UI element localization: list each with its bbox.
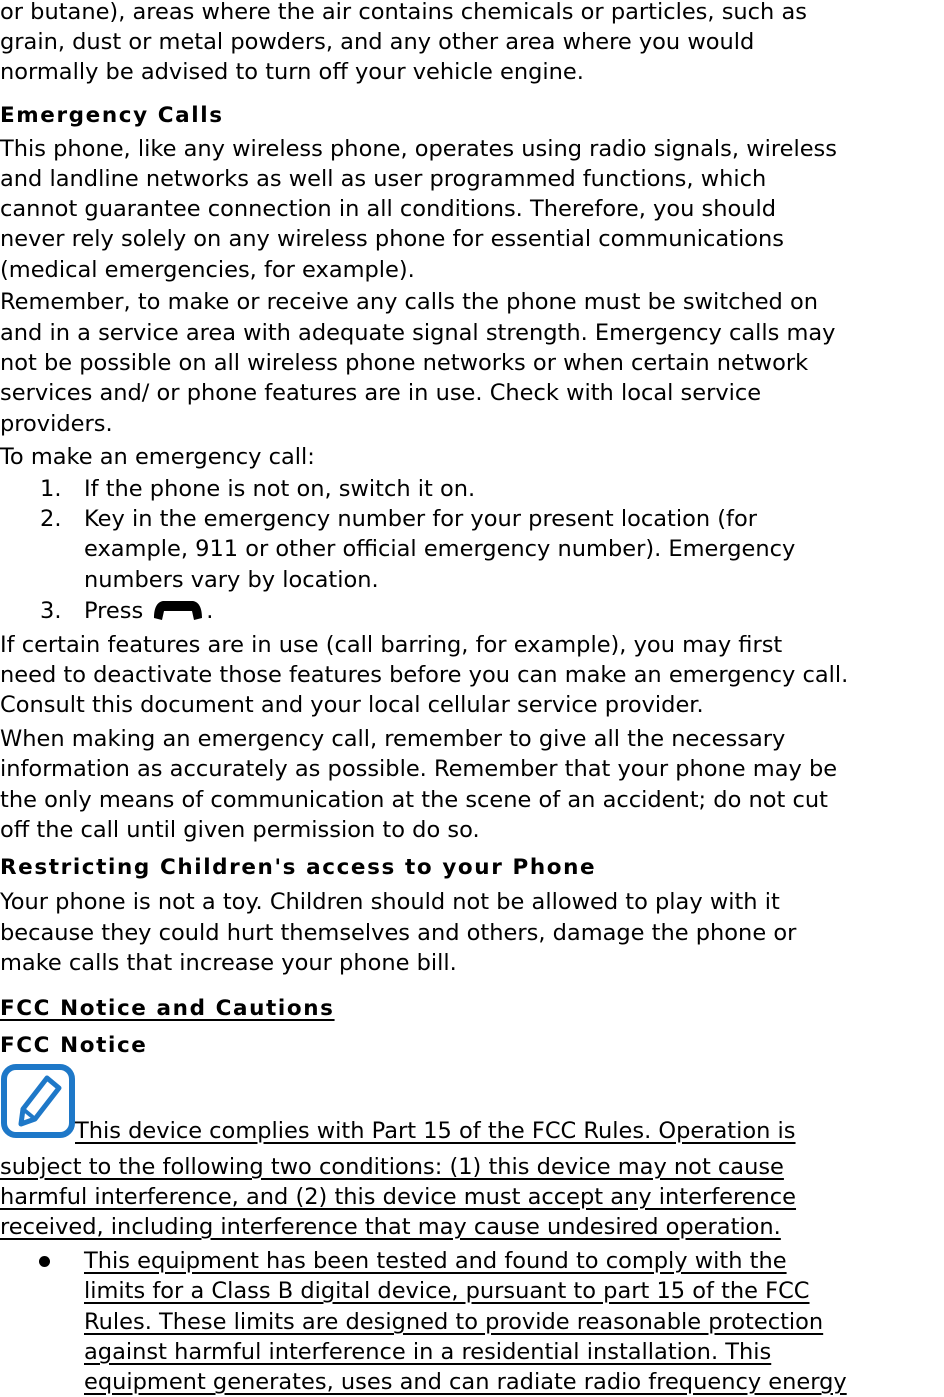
emergency-para1-line: This phone, like any wireless phone, operates using radio signals, wireless xyxy=(0,136,838,162)
emergency-para2-line: providers. xyxy=(0,411,113,437)
fcc-note-line: subject to the following two conditions: (1) this device may not cause xyxy=(0,1154,784,1180)
steps-intro: To make an emergency call: xyxy=(0,444,315,470)
fcc-bullet-line: Rules. These limits are designed to provide reasonable protection xyxy=(84,1309,824,1335)
emergency-calls-heading: Emergency Calls xyxy=(0,103,224,128)
emergency-para3-line: need to deactivate those features before you can make an emergency call. xyxy=(0,662,849,688)
step-text: numbers vary by location. xyxy=(84,567,379,593)
emergency-para4-line: off the call until given permission to do so. xyxy=(0,817,480,843)
step-item xyxy=(0,504,944,534)
emergency-para1-line: never rely solely on any wireless phone for essential communications xyxy=(0,226,784,252)
emergency-para2-line: not be possible on all wireless phone networks or when certain network xyxy=(0,350,809,376)
emergency-para2-line: and in a service area with adequate signal strength. Emergency calls may xyxy=(0,320,836,346)
step-suffix: . xyxy=(206,598,214,624)
fcc-bullet-line: against harmful interference in a residential installation. This xyxy=(84,1339,772,1365)
children-para-line: because they could hurt themselves and others, damage the phone or xyxy=(0,920,797,946)
emergency-para1-line: cannot guarantee connection in all conditions. Therefore, you should xyxy=(0,196,777,222)
step-number: 1. xyxy=(40,476,62,502)
fcc-note-line: received, including interference that may cause undesired operation. xyxy=(0,1214,781,1240)
emergency-para3-line: If certain features are in use (call barring, for example), you may first xyxy=(0,632,783,658)
step-number: 2. xyxy=(40,506,62,532)
step-text-continued xyxy=(0,534,944,564)
fcc-bullet-line: This equipment has been tested and found to comply with the xyxy=(84,1248,787,1274)
emergency-para3-line: Consult this document and your local cellular service provider. xyxy=(0,692,704,718)
fcc-bullet-line: limits for a Class B digital device, pursuant to part 15 of the FCC xyxy=(84,1278,810,1304)
emergency-para4-line: information as accurately as possible. Remember that your phone may be xyxy=(0,756,838,782)
step-item xyxy=(0,474,944,504)
fcc-section-heading: FCC Notice and Cautions xyxy=(0,996,335,1021)
step-text: example, 911 or other official emergency number). Emergency xyxy=(84,536,796,562)
step-text-continued xyxy=(0,565,944,595)
children-heading: Restricting Children's access to your Phone xyxy=(0,855,597,880)
step-item xyxy=(0,596,944,626)
step-text: Press xyxy=(84,598,144,624)
intro-line: grain, dust or metal powders, and any other area where you would xyxy=(0,29,755,55)
emergency-para2-line: services and/ or phone features are in use. Check with local service xyxy=(0,380,762,406)
bullet-dot xyxy=(39,1256,50,1267)
emergency-para2-line: Remember, to make or receive any calls the phone must be switched on xyxy=(0,289,819,315)
step-text: Key in the emergency number for your present location (for xyxy=(84,506,757,532)
fcc-notice-heading: FCC Notice xyxy=(0,1033,148,1058)
intro-line: normally be advised to turn off your vehicle engine. xyxy=(0,59,584,85)
children-para-line: Your phone is not a toy. Children should not be allowed to play with it xyxy=(0,889,780,915)
fcc-note-line: This device complies with Part 15 of the FCC Rules. Operation is xyxy=(75,1118,796,1144)
emergency-para4-line: the only means of communication at the scene of an accident; do not cut xyxy=(0,787,828,813)
step-text-wrap xyxy=(84,596,213,632)
fcc-note-line: harmful interference, and (2) this device must accept any interference xyxy=(0,1184,797,1210)
intro-line: or butane), areas where the air contains chemicals or particles, such as xyxy=(0,0,807,25)
call-key-icon xyxy=(151,596,205,632)
emergency-para4-line: When making an emergency call, remember to give all the necessary xyxy=(0,726,786,752)
children-para-line: make calls that increase your phone bill. xyxy=(0,950,457,976)
emergency-para1-line: (medical emergencies, for example). xyxy=(0,257,415,283)
step-number: 3. xyxy=(40,598,62,624)
note-pencil-icon xyxy=(1,1064,75,1142)
step-text: If the phone is not on, switch it on. xyxy=(84,476,476,502)
fcc-bullet-line: equipment generates, uses and can radiate radio frequency energy xyxy=(84,1369,847,1395)
emergency-para1-line: and landline networks as well as user programmed functions, which xyxy=(0,166,767,192)
